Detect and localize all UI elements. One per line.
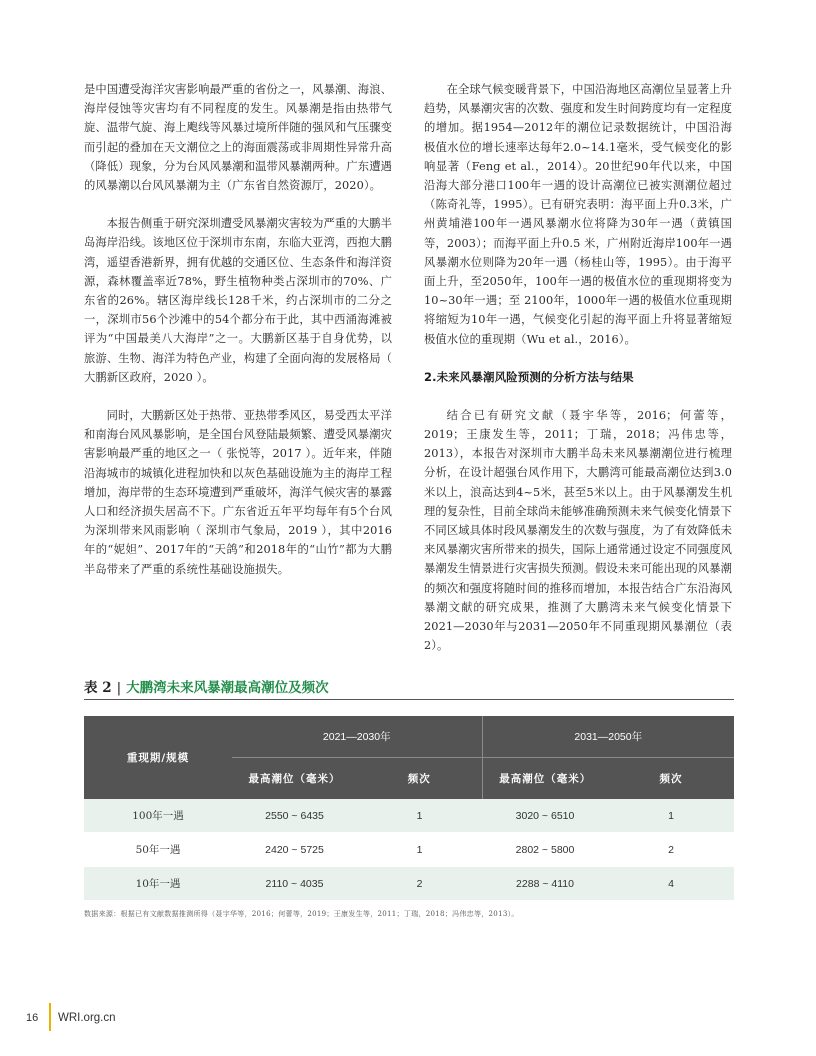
table-title: [84, 676, 732, 696]
cell-freq-2021: 1: [357, 799, 482, 833]
cell-freq-2031: 4: [608, 867, 734, 901]
cell-level-2021: 2420 ~ 5725: [232, 833, 357, 867]
left-paragraph-1: 是中国遭受海洋灾害影响最严重的省份之一，风暴潮、海浪、海岸侵蚀等灾害均有不同程度的发生。风暴潮是指由热带气旋、温带气旋、海上飑线等风暴过境所伴随的强风和气压骤变而引起的叠加在天文潮位之上的海面震荡或非周期性异常升高（降低）现象，分为台风风暴潮和温带风暴潮两种。广东遭遇的风暴潮以台风风暴潮为主（广东省自然资源厅，2020）。: [84, 83, 392, 193]
left-column: [84, 80, 392, 598]
right-column: [424, 80, 732, 674]
cell-level-2021: 2110 ~ 4035: [232, 867, 357, 901]
table-row: [84, 799, 734, 833]
row-label: 100年一遇: [84, 799, 232, 833]
table-row: [84, 833, 734, 867]
table-title-text: 大鹏湾未来风暴潮最高潮位及频次: [126, 680, 329, 696]
row-header: 重现期/规模: [84, 716, 232, 799]
row-label: 50年一遇: [84, 833, 232, 867]
right-paragraph-2: 结合已有研究文献（聂宇华等，2016；何蕾等，2019；王康发生等，2011；丁瑞，2018；冯伟忠等，2013），本报告对深圳市大鹏半岛未来风暴潮潮位进行梳理分析，在设计超强台风作用下，大鹏湾可能最高潮位达到3.0米以上，浪高达到4~5米，甚至5米以上。由于风暴潮发生机理的复杂性，目前全球尚未能够准确预测未来气候变化情景下不同区域具体时段风暴潮发生的次数与强度，为了有效降低未来风暴潮灾害所带来的损失，国际上通常通过设定不同强度风暴潮发生情景进行灾害损失预测。假设未来可能出现的风暴潮的频次和强度将随时间的推移而增加，本报告结合广东沿海风暴潮文献的研究成果，推测了大鹏湾未来气候变化情景下2021—2030年与2031—2050年不同重现期风暴潮位（表2）。: [424, 408, 732, 653]
footer-accent-bar: [49, 1003, 51, 1031]
title-divider: |: [116, 680, 122, 696]
data-source-note: 数据来源：根据已有文献数据推测所得（聂宇华等，2016；何蕾等，2019；王康发生等，2011；丁瑞，2018；冯伟忠等，2013）。: [84, 910, 519, 918]
cell-freq-2021: 2: [357, 867, 482, 901]
cell-level-2031: 3020 ~ 6510: [482, 799, 608, 833]
cell-freq-2031: 1: [608, 799, 734, 833]
section-heading: 2.未来风暴潮风险预测的分析方法与结果: [424, 369, 634, 384]
cell-level-2031: 2288 ~ 4110: [482, 867, 608, 901]
sub-header-level-1: 最高潮位（毫米）: [232, 758, 357, 800]
table-row: [84, 867, 734, 901]
cell-freq-2031: 2: [608, 833, 734, 867]
cell-level-2031: 2802 ~ 5800: [482, 833, 608, 867]
storm-surge-table: [84, 716, 734, 901]
left-paragraph-2: 本报告侧重于研究深圳遭受风暴潮灾害较为严重的大鹏半岛海岸沿线。该地区位于深圳市东南，东临大亚湾，西抱大鹏湾，遥望香港新界，拥有优越的交通区位、生态条件和海洋资源，森林覆盖率近78%，野生植物种类占深圳市的70%、广东省的26%。辖区海岸线长128千米，约占深圳市的二分之一，深圳市56个沙滩中的54个都分布于此，其中西涌海滩被评为“中国最美八大海岸”之一。大鹏新区基于自身优势，以旅游、生物、海洋为特色产业，构建了全面向海的发展格局（ 大鹏新区政府，2020 ）。: [84, 217, 392, 384]
page-number: 16: [26, 1012, 39, 1024]
left-paragraph-3: 同时，大鹏新区处于热带、亚热带季风区，易受西太平洋和南海台风风暴影响，是全国台风登陆最频繁、遭受风暴潮灾害影响最严重的地区之一（ 张悦等，2017 ）。近年来，伴随沿海城市的城镇化进程加快和以灰色基础设施为主的海岸工程增加，海岸带的生态环境遭到严重破坏，海洋气候灾害的暴露人口和经济损失居高不下。广东省近五年平均每年有5个台风为深圳带来风雨影响（ 深圳市气象局，2019 ），其中2016年的“妮妲”、2017年的“天鸽”和2018年的“山竹”都为大鹏半岛带来了严重的系统性基础设施损失。: [84, 409, 392, 576]
row-label: 10年一遇: [84, 867, 232, 901]
title-rule: [84, 699, 734, 700]
right-paragraph-1: 在全球气候变暖背景下，中国沿海地区高潮位呈显著上升趋势，风暴潮灾害的次数、强度和发生时间跨度均有一定程度的增加。据1954—2012年的潮位记录数据统计，中国沿海极值水位的增长速率达每年2.0~14.1毫米，受气候变化的影响显著（Feng et al.，2014）。20世纪90年代以来，中国沿海大部分港口100年一遇的设计高潮位已被实测潮位超过（陈奇礼等，1995）。已有研究表明：海平面上升0.3米，广州黄埔港100年一遇风暴潮水位将降为30年一遇（黄镇国等，2003）；而海平面上升0.5 米，广州附近海岸100年一遇风暴潮水位则降为20年一遇（杨桂山等，1995）。由于海平面上升，至2050年，100年一遇的极值水位的重现期将变为10~30年一遇；至 2100年，1000年一遇的极值水位重现期将缩短为10年一遇，气候变化引起的海平面上升将显著缩短极值水位的重现期（Wu et al.，2016）。: [424, 83, 732, 346]
sub-header-freq-1: 频次: [357, 758, 482, 800]
cell-freq-2021: 1: [357, 833, 482, 867]
group-header-2031-2050: 2031—2050年: [482, 716, 734, 758]
sub-header-freq-2: 频次: [608, 758, 734, 800]
sub-header-level-2: 最高潮位（毫米）: [482, 758, 608, 800]
site-link[interactable]: WRI.org.cn: [58, 1012, 116, 1024]
table-label: 表 2: [84, 680, 112, 696]
group-header-2021-2030: 2021—2030年: [232, 716, 482, 758]
cell-level-2021: 2550 ~ 6435: [232, 799, 357, 833]
